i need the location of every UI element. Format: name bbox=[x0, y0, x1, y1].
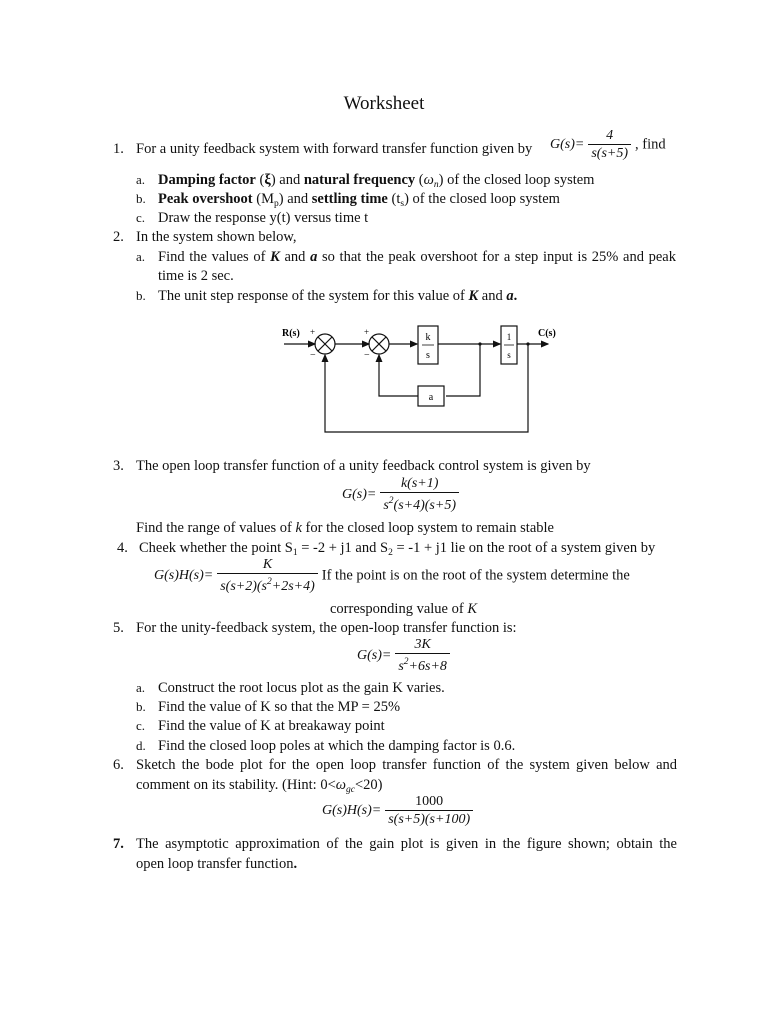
q4-line3-text: corresponding value of bbox=[330, 601, 468, 617]
q2b-K: K bbox=[468, 288, 479, 304]
q7-number: 7. bbox=[113, 836, 124, 852]
q1a-part1: ( bbox=[255, 172, 265, 188]
q3-k: k bbox=[295, 520, 302, 536]
q4-tf-numerator: K bbox=[262, 557, 273, 572]
q1a-bold-natfreq: natural frequency bbox=[303, 172, 416, 188]
q1-number: 1. bbox=[113, 141, 124, 157]
q5c-text: Find the value of K at breakaway point bbox=[158, 718, 385, 734]
q1-text-main: For a unity feedback system with forward transfer function given by bbox=[136, 141, 533, 157]
q1a-omega-sub: n bbox=[433, 180, 439, 190]
q6-line1: Sketch the bode plot for the open loop transfer function of the system given below and bbox=[136, 757, 677, 773]
q6-tf-lhs: G(s)H(s)= bbox=[322, 803, 382, 818]
q1b-bold-settling: settling time bbox=[311, 191, 388, 207]
q5b-mark: b. bbox=[136, 699, 146, 714]
q2a-part1: Find the values of bbox=[158, 249, 271, 265]
q6-tf-fraction bbox=[385, 794, 473, 828]
q5-den-a: s bbox=[398, 659, 404, 674]
q4-den-sup: 2 bbox=[267, 577, 272, 587]
q3-tf-lhs: G(s)= bbox=[342, 487, 377, 502]
q1b-bold-overshoot: Peak overshoot bbox=[158, 191, 253, 207]
q1-text bbox=[136, 140, 532, 158]
q7-line2-text: open loop transfer function bbox=[136, 856, 294, 872]
q3-den-b: (s+4)(s+5) bbox=[393, 498, 456, 513]
q5a-mark: a. bbox=[136, 680, 146, 695]
q4-tf-fraction bbox=[217, 557, 318, 595]
q3-question bbox=[136, 519, 554, 537]
q5-transfer-function bbox=[357, 637, 450, 675]
q5-den-b: +6s+8 bbox=[408, 659, 447, 674]
q4-line3 bbox=[330, 600, 477, 618]
q1c-text: Draw the response y(t) versus time t bbox=[158, 210, 369, 226]
q2b-a: a bbox=[506, 288, 514, 304]
q3-text: The open loop transfer function of a unity feedback control system is given by bbox=[136, 458, 591, 474]
q4-tf-denominator bbox=[217, 573, 318, 595]
q7-line1: The asymptotic approximation of the gain plot is given in the figure shown; obtain the bbox=[136, 836, 677, 852]
q4-K: K bbox=[467, 601, 477, 617]
q6-omega: ω bbox=[335, 777, 347, 793]
q1a-omega-symbol: ω bbox=[423, 172, 434, 188]
q2a-part3: so that the peak overshoot for a step input is 25% and peak bbox=[317, 249, 676, 265]
q2a-K: K bbox=[270, 249, 280, 265]
q1-tf-numerator: 4 bbox=[606, 128, 614, 143]
q3-number: 3. bbox=[113, 458, 124, 474]
q1-tf-fraction bbox=[588, 128, 631, 162]
q7-line2 bbox=[136, 855, 297, 873]
q3-tf-denominator bbox=[380, 492, 459, 514]
block2-denominator: s bbox=[507, 350, 511, 360]
q1b-ts-sub: s bbox=[400, 199, 405, 209]
q2a-line2: time is 2 sec. bbox=[158, 268, 234, 284]
q5d-mark: d. bbox=[136, 738, 146, 753]
q2b-mark: b. bbox=[136, 288, 146, 303]
q6-line2-part2: <20) bbox=[354, 777, 383, 793]
q1a-bold-damping: Damping factor bbox=[158, 172, 256, 188]
q4-part3: = -1 + j1 lie on the root of a system given by bbox=[392, 540, 656, 556]
q2b-period: . bbox=[513, 288, 518, 304]
q1-tf-lhs: G(s)= bbox=[550, 137, 585, 152]
q2a-text bbox=[158, 248, 676, 266]
q5-den-sup: 2 bbox=[403, 657, 409, 667]
q3-tf-fraction bbox=[380, 476, 459, 514]
q1b-part2: ) and bbox=[278, 191, 312, 207]
q5a-text: Construct the root locus plot as the gain K varies. bbox=[158, 680, 445, 696]
q3-part2: for the closed loop system to remain stable bbox=[301, 520, 554, 536]
q1-tf-denominator: s(s+5) bbox=[588, 144, 631, 162]
sum2-plus: + bbox=[364, 327, 370, 337]
q3-den-a: s bbox=[383, 498, 389, 513]
q4-part2: = -2 + j1 and S bbox=[297, 540, 389, 556]
q4-s1-sub: 1 bbox=[292, 548, 298, 558]
q1b-part4: ) of the closed loop system bbox=[404, 191, 560, 207]
q5-tf-lhs: G(s)= bbox=[357, 648, 392, 663]
wire-inner-feedback bbox=[446, 344, 480, 396]
q6-transfer-function bbox=[322, 794, 473, 828]
diagram-input-label: R(s) bbox=[282, 328, 300, 339]
q3-transfer-function bbox=[342, 476, 459, 514]
q2a-a: a bbox=[310, 249, 318, 265]
q5-tf-fraction bbox=[395, 637, 450, 675]
q2-number: 2. bbox=[113, 229, 124, 245]
diagram-output-label: C(s) bbox=[538, 328, 556, 339]
q1b-mark: b. bbox=[136, 191, 146, 206]
q5-text: For the unity-feedback system, the open-loop transfer function is: bbox=[136, 620, 517, 636]
q4-transfer-function bbox=[154, 557, 630, 595]
q1a-mark: a. bbox=[136, 172, 146, 187]
q6-line2-part1: comment on its stability. (Hint: 0< bbox=[136, 777, 336, 793]
q5d-text: Find the closed loop poles at which the damping factor is 0.6. bbox=[158, 738, 516, 754]
q6-tf-denominator: s(s+5)(s+100) bbox=[385, 810, 473, 828]
q4-tail: If the point is on the root of the system determine the bbox=[321, 567, 630, 584]
sum2-minus: − bbox=[364, 350, 370, 361]
page-title: Worksheet bbox=[343, 93, 425, 114]
block-diagram bbox=[280, 318, 570, 443]
q1b-part3: (t bbox=[387, 191, 401, 207]
block1-numerator: k bbox=[425, 332, 431, 343]
q5b-text: Find the value of K so that the MP = 25% bbox=[158, 699, 401, 715]
q4-tf-lhs: G(s)H(s)= bbox=[154, 568, 214, 583]
q1b-mp-sub: p bbox=[274, 199, 279, 209]
q1a-part3: ( bbox=[415, 172, 424, 188]
q6-tf-numerator: 1000 bbox=[415, 794, 444, 809]
q7-period: . bbox=[293, 856, 298, 872]
q4-s2-sub: 2 bbox=[388, 548, 393, 558]
q5-tf-denominator bbox=[395, 653, 450, 675]
block2-numerator: 1 bbox=[506, 332, 512, 342]
q5-number: 5. bbox=[113, 620, 124, 636]
q6-number: 6. bbox=[113, 757, 124, 773]
q1-transfer-function bbox=[550, 128, 666, 162]
q5-tf-numerator: 3K bbox=[414, 637, 431, 652]
feedback-block-label: a bbox=[428, 392, 434, 403]
q3-tf-numerator: k(s+1) bbox=[400, 476, 439, 491]
sum1-plus: + bbox=[310, 327, 316, 337]
q1b-part1: (M bbox=[252, 191, 274, 207]
q2a-part2: and bbox=[279, 249, 311, 265]
q2b-part2: and bbox=[478, 288, 507, 304]
q1a-part4: ) of the closed loop system bbox=[438, 172, 595, 188]
q1c-mark: c. bbox=[136, 210, 146, 225]
q3-part1: Find the range of values of bbox=[136, 520, 296, 536]
q1a-part2: ) and bbox=[270, 172, 304, 188]
q4-part1: Cheek whether the point S bbox=[139, 540, 293, 556]
q3-den-sup: 2 bbox=[388, 496, 394, 506]
q2b-part1: The unit step response of the system for this value of bbox=[158, 288, 469, 304]
q2a-mark: a. bbox=[136, 249, 146, 264]
q4-number: 4. bbox=[117, 540, 128, 556]
q6-omega-sub: gc bbox=[346, 785, 355, 795]
q2b-text bbox=[158, 287, 517, 305]
q1a-xi-symbol: ξ bbox=[264, 172, 271, 188]
q4-den-a: s(s+2)(s bbox=[220, 579, 267, 594]
sum1-minus: − bbox=[310, 350, 316, 361]
q4-den-b: +2s+4) bbox=[271, 579, 315, 594]
q5c-mark: c. bbox=[136, 718, 146, 733]
q2-text: In the system shown below, bbox=[136, 229, 297, 245]
q1-tail: , find bbox=[635, 136, 666, 153]
block1-denominator: s bbox=[426, 350, 430, 361]
